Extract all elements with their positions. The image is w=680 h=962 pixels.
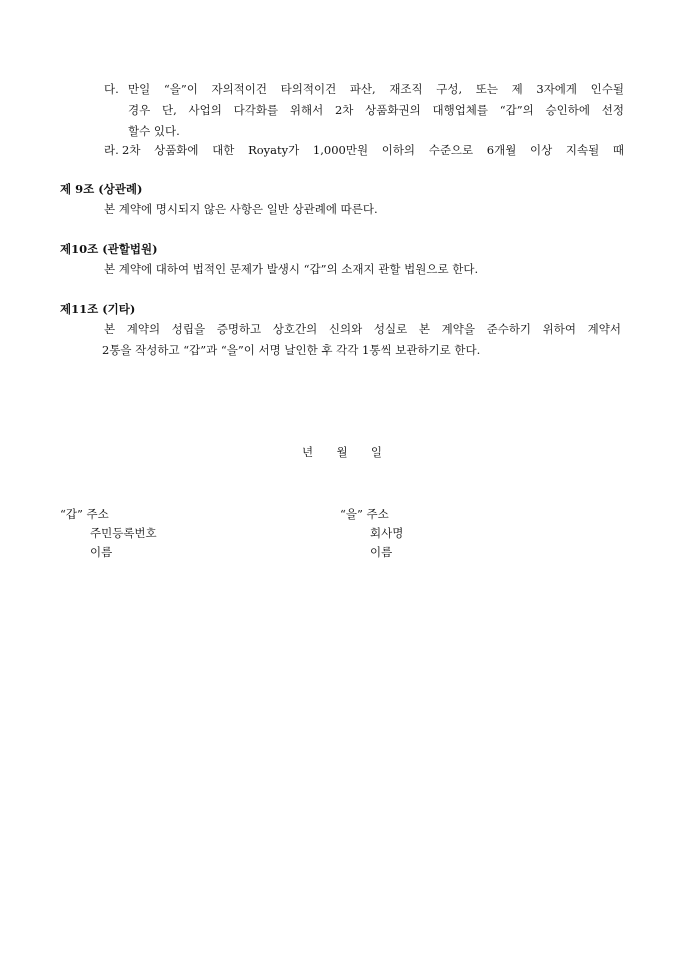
clause-item-ra: [104, 140, 624, 161]
date-month-label: 월: [336, 445, 348, 459]
article-9-text: 본 계약에 명시되지 않은 사항은 일반 상관례에 따른다.: [104, 202, 378, 216]
party-b-name-label: 이름: [370, 545, 393, 559]
article-11-line-2: 2통을 작성하고 “갑”과 “을”이 서명 날인한 후 각각 1통씩 보관하기로 한다.: [102, 343, 481, 357]
date-year-label: 년: [302, 445, 314, 459]
party-a-address-label: “갑” 주소: [60, 507, 109, 521]
item-marker-ra: 라.: [104, 143, 119, 157]
item-marker-da: 다.: [104, 82, 119, 96]
date-day-label: 일: [370, 445, 382, 459]
party-b-address-label: “을” 주소: [340, 507, 389, 521]
item-da-line-1: 만일 “을”이 자의적이건 타의적이건 파산, 재조직 구성, 또는 제 3자에게 인수될: [128, 82, 624, 96]
article-11-heading: 제11조 (기타): [60, 302, 136, 316]
signing-date: [302, 444, 382, 460]
article-9-heading: 제 9조 (상관례): [60, 182, 143, 196]
article-10-text: 본 계약에 대하여 법적인 문제가 발생시 “갑”의 소재지 관할 법원으로 한다.: [104, 262, 479, 276]
item-da-line-2: 경우 단, 사업의 다각화를 위해서 2차 상품화권의 대행업체를 “갑”의 승인하에 선정: [128, 103, 624, 117]
party-a-block: [60, 505, 157, 562]
article-11-text: [104, 319, 621, 361]
party-b-company-label: 회사명: [370, 526, 404, 540]
item-da-line-3: 할수 있다.: [128, 124, 180, 138]
clause-item-da: [104, 79, 624, 142]
article-11-line-1: 본 계약의 성립을 증명하고 상호간의 신의와 성실로 본 계약을 준수하기 위하여 계약서: [104, 322, 621, 336]
party-a-name-label: 이름: [90, 545, 113, 559]
article-10-heading: 제10조 (관할법원): [60, 242, 158, 256]
item-ra-text: 2차 상품화에 대한 Royaty가 1,000만원 이하의 수준으로 6개월 이상 지속될 때: [122, 143, 624, 157]
party-b-block: [340, 505, 403, 562]
party-a-id-number-label: 주민등록번호: [90, 526, 157, 540]
